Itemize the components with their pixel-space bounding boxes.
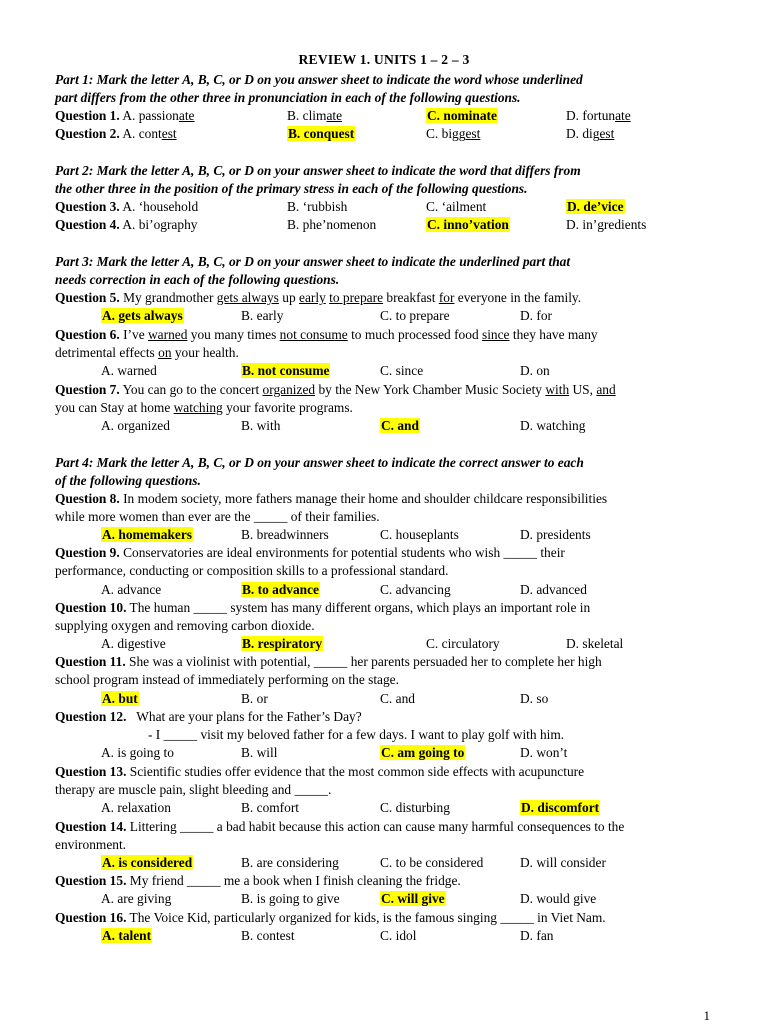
- q4-option-c-answer: [426, 217, 510, 233]
- question-1: [55, 108, 195, 124]
- q-text: My friend _____ me a book when I finish cleaning the fridge.: [126, 873, 461, 888]
- answer-highlight: C. am going to: [381, 745, 465, 760]
- option-d-underline: est: [599, 126, 615, 141]
- q16-option-d: D. fan: [520, 928, 554, 943]
- q11-option-a-answer: [101, 691, 139, 707]
- q9-option-c: C. advancing: [380, 582, 451, 597]
- q7-option-a: A. organized: [101, 418, 170, 433]
- question-label: Question 12.: [55, 709, 127, 724]
- option-b: B. clim: [287, 108, 327, 123]
- q-text: your health.: [171, 345, 239, 360]
- q14-option-b: B. are considering: [241, 855, 339, 870]
- question-label: Question 9.: [55, 545, 120, 560]
- q5-option-c: C. to prepare: [380, 308, 450, 323]
- answer-highlight: B. not consume: [242, 363, 330, 378]
- option-d: D. dig: [566, 126, 600, 141]
- q-text: everyone in the family.: [454, 290, 582, 305]
- question-label: Question 10.: [55, 600, 127, 615]
- question-15: [55, 873, 461, 889]
- answer-highlight: B. to advance: [242, 582, 319, 597]
- question-12: [55, 709, 362, 725]
- option-a-underline: ate: [178, 108, 195, 123]
- q9-option-d: D. advanced: [520, 582, 587, 597]
- q2-option-c: [426, 126, 480, 142]
- question-label: Question 8.: [55, 491, 120, 506]
- answer-highlight: B. respiratory: [242, 636, 323, 651]
- q-text: The human _____ system has many different organs, which plays an important role in: [126, 600, 591, 615]
- underlined-part: for: [438, 290, 455, 305]
- q-text: You can go to the concert: [119, 382, 263, 397]
- q7-option-c-answer: [380, 418, 420, 434]
- q6-option-c: C. since: [380, 363, 424, 378]
- answer-highlight: B. conquest: [288, 126, 355, 141]
- answer-highlight: A. is considered: [102, 855, 193, 870]
- question-label: Question 7.: [55, 382, 120, 397]
- part1-instruction: Part 1: Mark the letter A, B, C, or D on you answer sheet to indicate the word whose underlined: [55, 72, 583, 87]
- question-3: [55, 199, 198, 215]
- answer-highlight: A. talent: [102, 928, 152, 943]
- q1-option-b: [287, 108, 342, 124]
- part1-instruction-cont: part differs from the other three in pronunciation in each of the following questions.: [55, 90, 521, 105]
- question-label: Question 4.: [55, 217, 120, 232]
- question-8: [55, 491, 607, 507]
- q2-option-d: [566, 126, 614, 142]
- question-6: [55, 327, 598, 343]
- question-4: [55, 217, 197, 233]
- option-d: D. fortun: [566, 108, 616, 123]
- question-label: Question 11.: [55, 654, 126, 669]
- question-label: Question 2.: [55, 126, 120, 141]
- q-text: My grandmother: [119, 290, 217, 305]
- q13-option-d-answer: [520, 800, 600, 816]
- q-text: your favorite programs.: [222, 400, 353, 415]
- page-title: REVIEW 1. UNITS 1 – 2 – 3: [298, 52, 470, 67]
- q5-option-d: D. for: [520, 308, 552, 323]
- option-a-underline: est: [161, 126, 177, 141]
- question-7: [55, 382, 616, 398]
- option-b-underline: ate: [326, 108, 343, 123]
- answer-highlight: D. de’vice: [567, 199, 624, 214]
- answer-highlight: C. will give: [381, 891, 445, 906]
- q15-option-b: B. is going to give: [241, 891, 340, 906]
- q5-option-a-answer: [101, 308, 184, 324]
- q12-option-d: D. won’t: [520, 745, 568, 760]
- q-text: US,: [569, 382, 597, 397]
- part4-instruction-cont: of the following questions.: [55, 473, 201, 488]
- underlined-part: since: [481, 327, 510, 342]
- q-text: She was a violinist with potential, _____ her parents persuaded her to complete her high: [125, 654, 602, 669]
- underlined-part: organized: [262, 382, 316, 397]
- question-label: Question 14.: [55, 819, 127, 834]
- q-text: detrimental effects: [55, 345, 159, 360]
- question-label: Question 1.: [55, 108, 120, 123]
- q11-option-d: D. so: [520, 691, 549, 706]
- q4-option-d: D. in’gredients: [566, 217, 647, 232]
- q3-option-b: B. ‘rubbish: [287, 199, 348, 214]
- q14-option-a-answer: [101, 855, 193, 871]
- q10-option-c: C. circulatory: [426, 636, 500, 651]
- question-label: Question 13.: [55, 764, 127, 779]
- q-text: they have many: [509, 327, 598, 342]
- option-a: A. ‘household: [122, 199, 199, 214]
- q-text: you many times: [187, 327, 280, 342]
- question-9: [55, 545, 565, 561]
- option-a: A. passion: [122, 108, 179, 123]
- q12-option-c-answer: [380, 745, 465, 761]
- q13-option-c: C. disturbing: [380, 800, 450, 815]
- q15-option-a: A. are giving: [101, 891, 172, 906]
- answer-highlight: C. inno’vation: [427, 217, 509, 232]
- q8-option-c: C. houseplants: [380, 527, 459, 542]
- question-11-cont: school program instead of immediately performing on the stage.: [55, 672, 399, 687]
- q8-option-d: D. presidents: [520, 527, 591, 542]
- q3-option-c: C. ‘ailment: [426, 199, 487, 214]
- question-14-cont: environment.: [55, 837, 127, 852]
- page-number: 1: [703, 1008, 710, 1023]
- q13-option-b: B. comfort: [241, 800, 300, 815]
- question-13: [55, 764, 584, 780]
- answer-highlight: D. discomfort: [521, 800, 600, 815]
- option-a: A. cont: [122, 126, 162, 141]
- q15-option-c-answer: [380, 891, 446, 907]
- q-text: you can Stay at home: [55, 400, 174, 415]
- q-text: breakfast: [383, 290, 439, 305]
- option-d-underline: ate: [615, 108, 631, 123]
- question-12-cont: - I _____ visit my beloved father for a few days. I want to play golf with him.: [148, 727, 565, 742]
- part3-instruction: Part 3: Mark the letter A, B, C, or D on your answer sheet to indicate the underlined part that: [55, 254, 571, 269]
- q8-option-a-answer: [101, 527, 193, 543]
- question-label: Question 16.: [55, 910, 127, 925]
- underlined-part: and: [596, 382, 616, 397]
- q-text: What are your plans for the Father’s Day?: [126, 709, 362, 724]
- q5-option-b: B. early: [241, 308, 284, 323]
- question-8-cont: while more women than ever are the _____ of their families.: [55, 509, 380, 524]
- question-6-cont: [55, 345, 239, 361]
- q-text: up: [278, 290, 299, 305]
- q3-option-d-answer: [566, 199, 625, 215]
- q11-option-b: B. or: [241, 691, 268, 706]
- q14-option-c: C. to be considered: [380, 855, 484, 870]
- q6-option-a: A. warned: [101, 363, 157, 378]
- q12-option-a: A. is going to: [101, 745, 174, 760]
- answer-highlight: C. and: [381, 418, 419, 433]
- q-text: The Voice Kid, particularly organized for kids, is the famous singing _____ in Viet Nam.: [126, 910, 606, 925]
- q13-option-a: A. relaxation: [101, 800, 171, 815]
- option-c: C. bigg: [426, 126, 466, 141]
- answer-highlight: A. gets always: [102, 308, 183, 323]
- question-label: Question 5.: [55, 290, 120, 305]
- question-label: Question 6.: [55, 327, 120, 342]
- q16-option-c: C. idol: [380, 928, 417, 943]
- q-text: by the New York Chamber Music Society: [315, 382, 546, 397]
- question-11: [55, 654, 602, 670]
- question-14: [55, 819, 624, 835]
- q-text: I’ve: [119, 327, 148, 342]
- option-c-underline: est: [465, 126, 481, 141]
- question-5: [55, 290, 581, 306]
- q1-option-d: [566, 108, 631, 124]
- q9-option-a: A. advance: [101, 582, 162, 597]
- q1-option-c-answer: [426, 108, 498, 124]
- option-a: A. bi’ography: [122, 217, 198, 232]
- q-text: Conservatories are ideal environments for potential students who wish _____ their: [119, 545, 565, 560]
- q6-option-d: D. on: [520, 363, 550, 378]
- q14-option-d: D. will consider: [520, 855, 606, 870]
- q7-option-b: B. with: [241, 418, 281, 433]
- question-9-cont: performance, conducting or composition skills to a professional standard.: [55, 563, 449, 578]
- q10-option-b-answer: [241, 636, 323, 652]
- underlined-part: not consume: [279, 327, 348, 342]
- part4-instruction: Part 4: Mark the letter A, B, C, or D on your answer sheet to indicate the correct answer to each: [55, 455, 584, 470]
- part2-instruction-cont: the other three in the position of the primary stress in each of the following questions.: [55, 181, 528, 196]
- q9-option-b-answer: [241, 582, 320, 598]
- underlined-part: with: [545, 382, 570, 397]
- q-text: In modem society, more fathers manage their home and shoulder childcare responsibilities: [119, 491, 608, 506]
- underlined-part: gets always: [216, 290, 279, 305]
- q15-option-d: D. would give: [520, 891, 597, 906]
- q10-option-d: D. skeletal: [566, 636, 624, 651]
- question-2: [55, 126, 177, 142]
- q16-option-a-answer: [101, 928, 152, 944]
- q6-option-b-answer: [241, 363, 330, 379]
- underlined-part: warned: [148, 327, 188, 342]
- question-label: Question 15.: [55, 873, 127, 888]
- underlined-part: watching: [173, 400, 223, 415]
- q4-option-b: B. phe’nomenon: [287, 217, 377, 232]
- answer-highlight: A. homemakers: [102, 527, 193, 542]
- part3-instruction-cont: needs correction in each of the following questions.: [55, 272, 340, 287]
- q-text: to much processed food: [347, 327, 482, 342]
- q10-option-a: A. digestive: [101, 636, 166, 651]
- part2-instruction: Part 2: Mark the letter A, B, C, or D on your answer sheet to indicate the word that differs from: [55, 163, 581, 178]
- q11-option-c: C. and: [380, 691, 415, 706]
- q-text: Littering _____ a bad habit because this action can cause many harmful consequences to the: [126, 819, 625, 834]
- question-10-cont: supplying oxygen and removing carbon dioxide.: [55, 618, 315, 633]
- question-10: [55, 600, 590, 616]
- question-16: [55, 910, 606, 926]
- q7-option-d: D. watching: [520, 418, 586, 433]
- answer-highlight: C. nominate: [427, 108, 497, 123]
- underlined-part: to prepare: [329, 290, 384, 305]
- underlined-part: early: [299, 290, 326, 305]
- q2-option-b-answer: [287, 126, 355, 142]
- q16-option-b: B. contest: [241, 928, 295, 943]
- answer-highlight: A. but: [102, 691, 138, 706]
- question-13-cont: therapy are muscle pain, slight bleeding and _____.: [55, 782, 332, 797]
- question-7-cont: [55, 400, 353, 416]
- q-text: Scientific studies offer evidence that the most common side effects with acupuncture: [126, 764, 585, 779]
- underlined-part: on: [158, 345, 172, 360]
- q12-option-b: B. will: [241, 745, 278, 760]
- q8-option-b: B. breadwinners: [241, 527, 329, 542]
- question-label: Question 3.: [55, 199, 120, 214]
